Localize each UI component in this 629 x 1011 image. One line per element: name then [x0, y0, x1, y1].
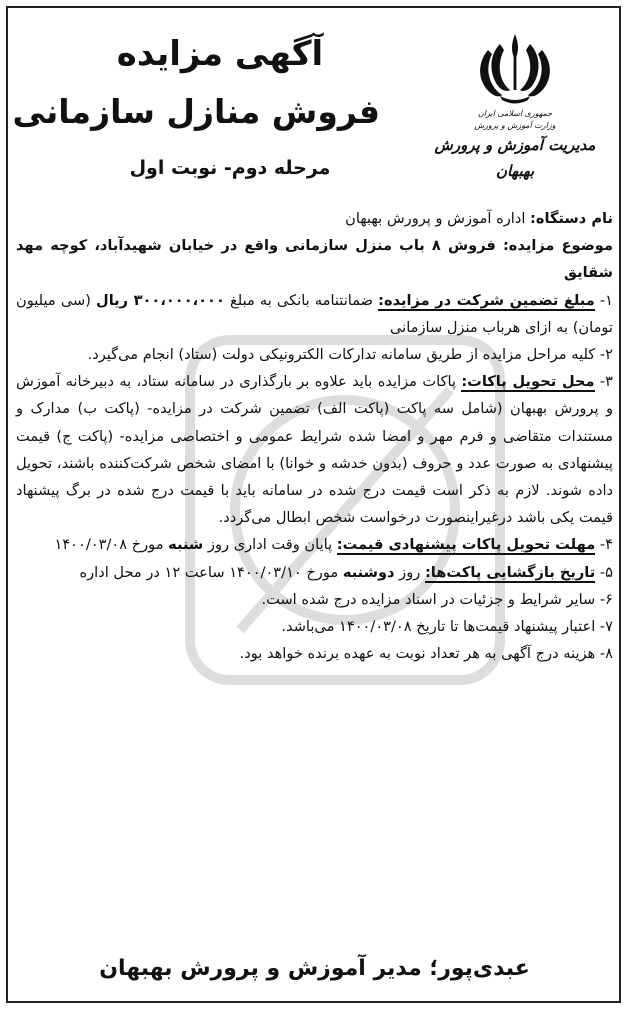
- logo-line-directorate: مدیریت آموزش و پرورش بهبهان: [434, 136, 596, 180]
- item-1-rest: (سی میلیون تومان) به ازای هرباب منزل سازمانی: [16, 291, 613, 336]
- item-5-day: دوشنبه: [342, 563, 395, 581]
- notice-header: [0, 0, 629, 200]
- item-5-number: ۵-: [595, 563, 613, 581]
- item-4-date: مورخ ۱۴۰۰/۰۳/۰۸: [54, 536, 169, 554]
- agency-value: اداره آموزش و پرورش بهبهان: [345, 210, 531, 227]
- item-3-label: محل تحویل پاکات:: [461, 373, 595, 391]
- notice-title: آگهی مزایده: [116, 34, 324, 74]
- subject-line: [16, 232, 613, 286]
- item-3-number: ۳-: [594, 373, 614, 391]
- item-2: ۲- کلیه مراحل مزایده از طریق سامانه تدارکات الکترونیکی دولت (ستاد) انجام می‌گیرد.: [87, 346, 613, 364]
- agency-line: [16, 205, 613, 232]
- logo-line-republic: جمهوری اسلامی ایران: [477, 109, 553, 118]
- subject-label: موضوع مزایده:: [502, 237, 613, 255]
- item-1-number: ۱-: [594, 291, 614, 309]
- notice-subtitle: فروش منازل سازمانی: [12, 92, 380, 131]
- item-1-text: ضمانتنامه بانکی به مبلغ: [224, 291, 379, 309]
- item-1: [16, 287, 613, 341]
- notice-body: [16, 205, 613, 667]
- item-6: ۶- سایر شرایط و جزئیات در اسناد مزایده درج شده است.: [261, 590, 613, 608]
- item-1-amount: ۳۰۰،۰۰۰،۰۰۰ ریال: [96, 291, 225, 309]
- item-4-label: مهلت تحویل پاکات پیشنهادی قیمت:: [336, 536, 596, 554]
- item-4: [16, 531, 613, 558]
- signature-line: عبدی‌پور؛ مدیر آموزش و پرورش بهبهان: [99, 956, 530, 981]
- item-5-text: روز: [394, 563, 425, 581]
- item-4-day: شنبه: [168, 536, 204, 554]
- item-1-label: مبلغ تضمین شرکت در مزایده:: [378, 291, 595, 309]
- item-5-rest: مورخ ۱۴۰۰/۰۳/۱۰ ساعت ۱۲ در محل اداره: [79, 563, 343, 581]
- item-5-label: تاریخ بازگشایی پاکت‌ها:: [424, 563, 596, 581]
- logo-line-ministry: وزارت آموزش و پرورش: [474, 121, 556, 130]
- item-3: [16, 368, 613, 531]
- item-4-text: پایان وقت اداری روز: [203, 536, 337, 554]
- subject-value: فروش ۸ باب منزل سازمانی واقع در خیابان شهیدآباد، کوچه مهد شقایق: [16, 237, 613, 282]
- iran-emblem-icon: [470, 30, 560, 108]
- ministry-logo-text: [430, 108, 600, 184]
- notice-stage: مرحله دوم- نوبت اول: [129, 157, 331, 179]
- item-4-number: ۴-: [595, 536, 613, 554]
- item-3-text: پاکات مزایده باید علاوه بر بارگذاری در سامانه ستاد، به دبیرخانه آموزش و پرورش بهبهان (شامل سه پاکت (پاکت الف) تضمین شرکت در مزایده- (پاکت ب) مدارک و مستندات متقاضی و فرم مهر و امضا شده شرایط عمومی و اختصاصی مزایده- (پاکت ج) قیمت پیشنهادی به صورت عدد و حروف (بدون خدشه و خوانا) با امضای شخص شرکت‌کننده باشند، تحویل داده شوند. لازم به ذکر است قیمت درج شده در سامانه باید با قیمت درج شده در برگ پیشنهاد قیمت یکی باشد درغیراینصورت درخواست شخص ابطال می‌گردد.: [16, 373, 613, 527]
- item-7: ۷- اعتبار پیشنهاد قیمت‌ها تا تاریخ ۱۴۰۰/۰۳/۰۸ می‌باشد.: [281, 618, 613, 636]
- agency-label: نام دستگاه:: [530, 210, 613, 227]
- item-8: ۸- هزینه درج آگهی به هر تعداد نوبت به عهده برنده خواهد بود.: [239, 645, 613, 663]
- item-5: [16, 559, 613, 586]
